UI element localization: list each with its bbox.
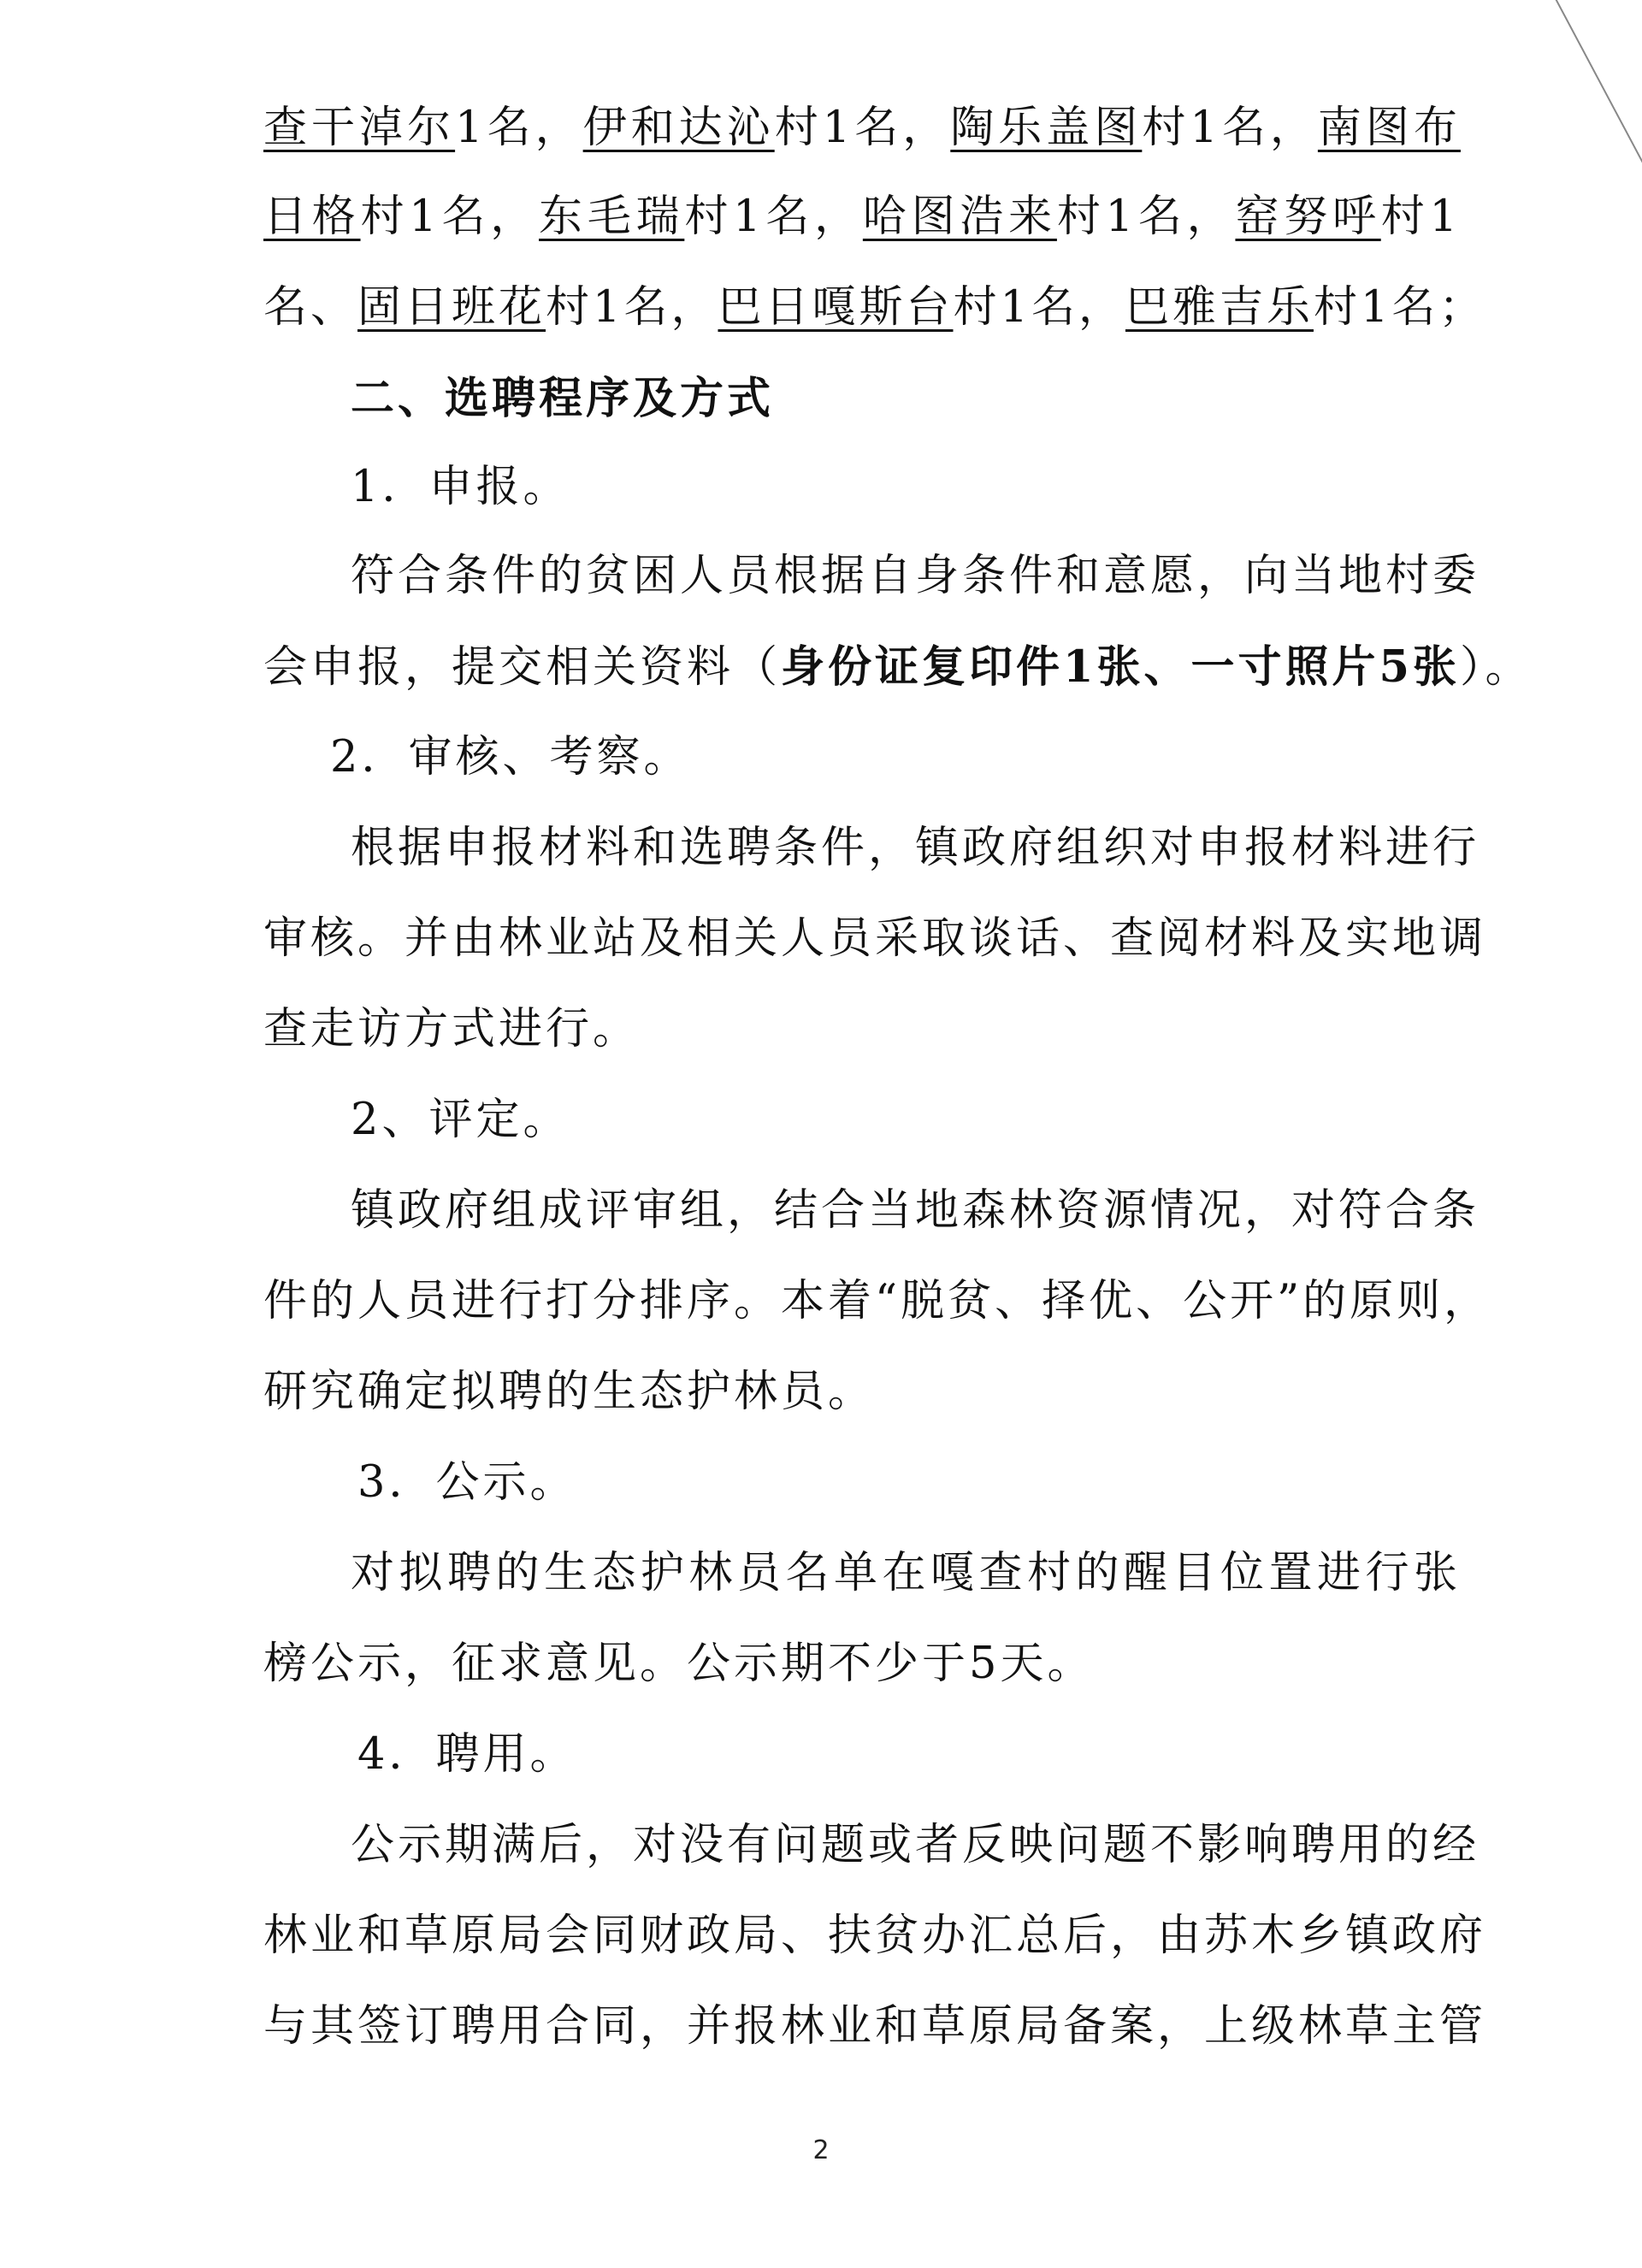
subsection-title-publicity: 3．公示。 [357, 1457, 577, 1508]
paragraph-line: 审核。并由林业站及相关人员采取谈话、查阅材料及实地调 [263, 913, 1487, 964]
quota-text: 1名， [455, 103, 583, 153]
quota-text: 村1名， [546, 282, 718, 333]
scan-fold-mark [1546, 0, 1642, 255]
village-name: 固日班花 [357, 282, 546, 333]
quota-text: 村1名， [684, 192, 863, 242]
paragraph-line: 件的人员进行打分排序。本着“脱贫、择优、公开”的原则， [263, 1276, 1491, 1326]
village-name: 东毛瑞 [539, 192, 685, 242]
paragraph-line: 符合条件的贫困人员根据自身条件和意愿，向当地村委 [351, 551, 1480, 601]
village-name: 日格 [263, 192, 361, 242]
village-list-line-2 [263, 190, 1461, 245]
subsection-title-employment: 4．聘用。 [357, 1729, 577, 1780]
village-name: 查干淖尔 [263, 103, 456, 153]
paragraph-text: 会申报，提交相关资料（ [263, 642, 782, 693]
quota-text: 村1名， [1142, 103, 1318, 153]
paragraph-line [263, 640, 1533, 694]
village-name: 巴雅吉乐 [1125, 282, 1314, 333]
paragraph-line: 林业和草原局会同财政局、扶贫办汇总后，由苏木乡镇政府 [263, 1911, 1487, 1961]
paragraph-line: 对拟聘的生态护林员名单在嘎查村的醒目位置进行张 [351, 1548, 1461, 1598]
paragraph-text: ）。 [1460, 642, 1533, 693]
subsection-title-report: 1．申报。 [351, 462, 570, 512]
village-list-line-3 [263, 281, 1486, 335]
village-name: 伊和达沁 [582, 103, 775, 153]
paragraph-line: 与其签订聘用合同，并报林业和草原局备案，上级林草主管 [263, 2001, 1487, 2052]
village-list-line-1 [263, 101, 1461, 156]
paragraph-line: 查走访方式进行。 [263, 1004, 641, 1054]
village-name: 巴日嘎斯台 [718, 282, 954, 333]
village-name: 哈图浩来 [862, 192, 1057, 242]
page-number: 2 [812, 2135, 830, 2165]
section-heading: 二、选聘程序及方式 [351, 373, 775, 424]
quota-text: 村1名， [953, 282, 1125, 333]
paragraph-line: 镇政府组成评审组，结合当地森林资源情况，对符合条 [351, 1185, 1480, 1236]
quota-text: 村1名； [1313, 282, 1486, 333]
quota-text: 村1名， [774, 103, 951, 153]
subsection-title-evaluation: 2、评定。 [351, 1095, 570, 1145]
paragraph-line: 根据申报材料和选聘条件，镇政府组织对申报材料进行 [351, 823, 1480, 873]
subsection-title-review: 2．审核、考察。 [330, 732, 691, 783]
quota-text: 村1名， [360, 192, 540, 242]
paragraph-line: 榜公示，征求意见。公示期不少于5天。 [263, 1639, 1095, 1689]
paragraph-line: 研究确定拟聘的生态护林员。 [263, 1367, 876, 1417]
village-name: 窑努呼 [1235, 192, 1381, 242]
quota-text: 村1 [1380, 192, 1461, 242]
paragraph-line: 公示期满后，对没有问题或者反映问题不影响聘用的经 [351, 1820, 1480, 1870]
quota-text: 名、 [263, 282, 358, 333]
village-name: 陶乐盖图 [950, 103, 1143, 153]
village-name: 南图布 [1317, 103, 1461, 153]
quota-text: 村1名， [1056, 192, 1236, 242]
required-documents-text: 身份证复印件1张、一寸照片5张 [781, 641, 1460, 693]
